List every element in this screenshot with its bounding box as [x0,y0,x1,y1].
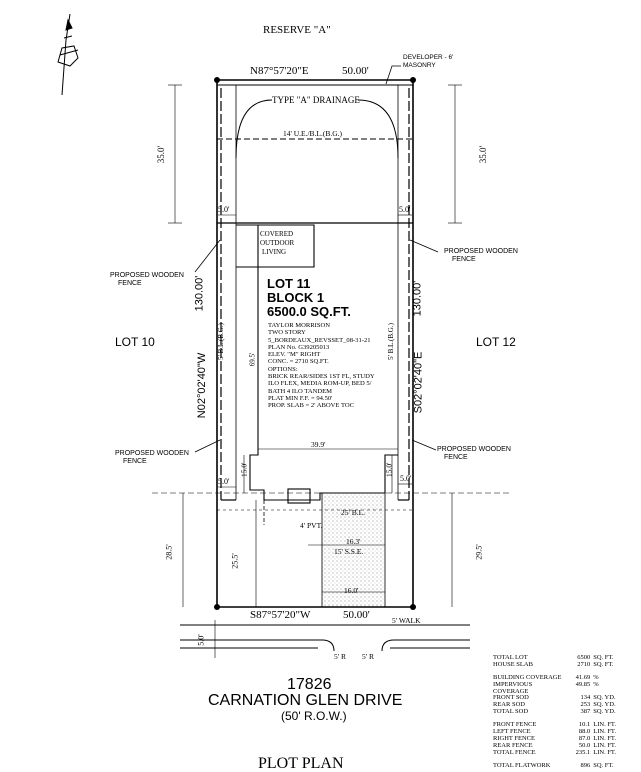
sse-label: 15' S.S.E. [334,547,364,556]
table-row: FRONT FENCE 10.1 LIN. FT. [493,721,617,728]
note-line: BATH 4 ILO TANDEM [268,387,333,395]
table-row: TOTAL SOD 387 SQ. YD. [493,708,616,715]
note-line: PLAT MIN F.F. = 94.50' [268,394,333,402]
table-row: IMPERVIOUS COVERAGE 49.85 % [493,681,599,695]
lot-10-label: LOT 10 [115,335,155,349]
note-line: BRICK REAR/SIDES 1ST FL, STUDY [268,373,375,381]
right-of-way: (50' R.O.W.) [281,709,347,723]
dim-285: 28.5' [164,544,174,560]
note-line: PLAN No. G39205013 [268,343,330,351]
right-bearing: S02°02'40"E [412,351,425,414]
developer-leader [386,66,401,84]
bottom-length: 50.00' [343,609,370,621]
table-row: REAR SOD 253 SQ. YD. [493,701,616,708]
dim-69: 69.5' [248,352,257,367]
note-line: ILO FLEX, MEDIA ROM-UP, BED 5/ [268,380,372,388]
pvt-label: 4' PVT. [300,521,323,530]
left-length: 130.00' [193,275,206,312]
top-length: 50.00' [342,65,369,77]
top-bearing: N87°57'20"E [250,65,309,77]
fence-left-bot-1: PROPOSED WOODEN [115,450,189,457]
lot-12-label: LOT 12 [476,335,516,349]
dim-255: 25.5' [230,553,240,569]
street-name: CARNATION GLEN DRIVE [208,692,403,709]
dim-295: 29.5' [474,544,484,560]
address-number: 17826 [287,676,332,693]
dim-35-left: 35.0' [156,145,167,164]
note-line: PROP. SLAB = 2' ABOVE TOC [268,402,355,410]
plot-plan-title: PLOT PLAN [258,755,344,772]
lot-notes [268,322,375,410]
block-title: BLOCK 1 [267,290,325,305]
covered-label-2: OUTDOOR [260,239,295,247]
table-row: LEFT FENCE 88.0 LIN. FT. [493,728,617,735]
north-arrow-icon [58,14,78,95]
table-row: HOUSE SLAB 2710 SQ. FT. [493,661,614,668]
fence-right-bot-2: FENCE [444,454,468,461]
note-line: 5_BORDEAUX_REVSSET_08-31-21 [268,336,371,344]
dim-399: 39.9' [311,440,326,449]
note-line: OPTIONS: [268,365,298,373]
fence-left-top-2: FENCE [118,280,142,287]
fence-right-bot-1: PROPOSED WOODEN [437,446,511,453]
summary-table [493,654,623,769]
dim-5-left-top: 5.0' [218,205,230,214]
curb-line [180,625,470,651]
bl-left-label: 5' B.L.(B.G.) [216,323,225,360]
dim-5-right-top: 5.0' [399,205,411,214]
note-line: TAYLOR MORRISON [268,322,331,329]
dim-163: 16.3' [346,537,361,546]
dim-15-right: 15.0' [384,462,394,477]
bottom-bearing: S87°57'20"W [250,609,311,621]
dim-160: 16.0' [344,586,359,595]
lot-title: LOT 11 [267,276,311,291]
fence-left-bot-2: FENCE [123,458,147,465]
left-bearing: N02°02'40"W [196,352,209,419]
ue-label: 14' U.E./B.L.(B.G.) [283,129,343,138]
bl-right-label: 5' B.L.(B.G.) [386,323,395,360]
table-row: BUILDING COVERAGE 41.69 % [493,674,599,681]
dim-5-left-bot: 5.0' [218,477,230,486]
dim-35-right: 35.0' [478,145,489,164]
table-row: TOTAL LOT 6500 SQ. FT. [493,654,614,661]
reserve-label: RESERVE "A" [263,24,331,36]
developer-note-1: DEVELOPER - 6' [403,54,454,61]
note-line: CONC. = 2710 SQ.FT. [268,358,329,366]
area-title: 6500.0 SQ.FT. [267,304,351,319]
dim-15-left: 15.0' [239,462,249,477]
front-bl-label: 25' B.L. [341,508,366,517]
covered-label-1: COVERED [260,230,294,238]
dim-5-walk: 5.0' [196,634,206,646]
developer-note-2: MASONRY [403,62,436,69]
note-line: TWO STORY [268,329,306,337]
table-row: TOTAL FENCE 235.1 LIN. FT. [493,749,617,756]
table-row: RIGHT FENCE 87.0 LIN. FT. [493,735,617,742]
right-length: 130.00' [411,280,424,317]
covered-label-3: LIVING [262,248,287,256]
walk-label: 5' WALK [392,616,421,625]
table-row: FRONT SOD 134 SQ. YD. [493,694,616,701]
radius-right: 5' R [362,652,374,661]
table-row: TOTAL FLATWORK 896 SQ. FT. [493,762,614,769]
radius-left: 5' R [334,652,346,661]
drainage-label: TYPE "A" DRAINAGE [272,95,360,105]
fence-right-top-1: PROPOSED WOODEN [444,248,518,255]
fence-right-top-2: FENCE [452,256,476,263]
note-line: ELEV. "M" RIGHT [268,351,321,359]
fence-left-top-1: PROPOSED WOODEN [110,272,184,279]
table-row: REAR FENCE 50.0 LIN. FT. [493,742,617,749]
dim-5-right-bot: 5.0' [400,474,412,483]
